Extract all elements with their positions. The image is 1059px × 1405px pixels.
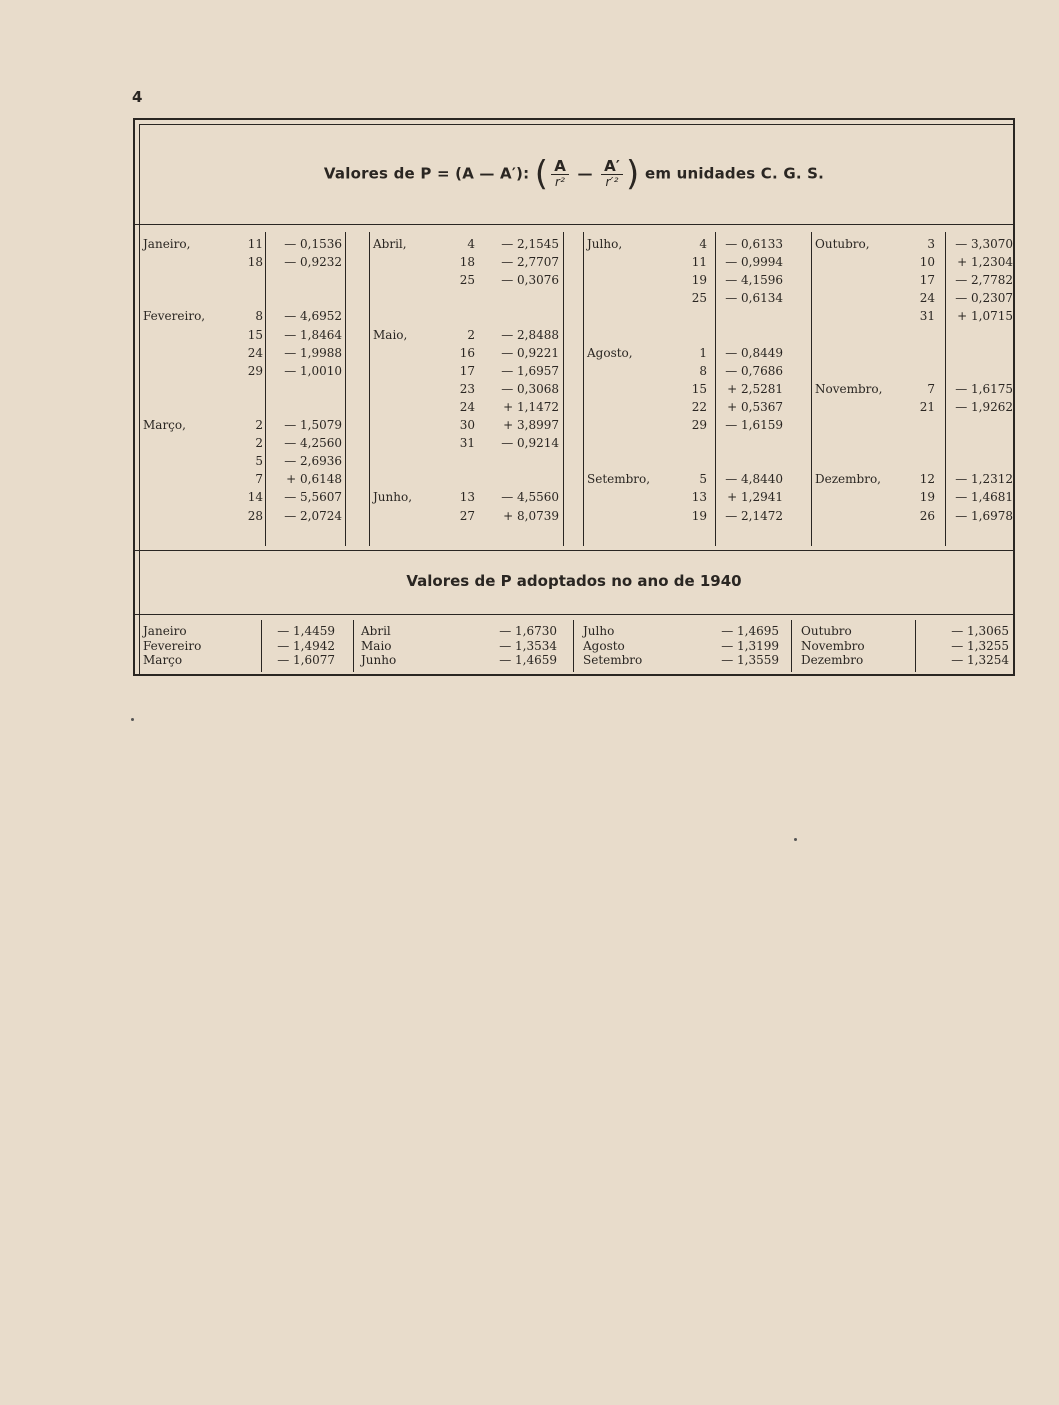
table-title [135, 154, 1013, 194]
month-label: Setembro, [587, 472, 651, 487]
title-minus: — [577, 164, 593, 183]
adopted-month: Dezembro [801, 653, 864, 667]
month-label: Julho, [587, 237, 623, 251]
day-cell: 18 [247, 255, 263, 270]
adopted-value: — 1,6730 [499, 624, 557, 638]
fraction-a-prime-over-r-prime2 [601, 156, 623, 190]
value-cell: — 2,1472 [725, 508, 783, 523]
month-label: Junho, [373, 490, 413, 505]
value-cell: — 0,6134 [725, 291, 783, 306]
day-cell: 25 [459, 273, 475, 288]
day-cell: 19 [691, 508, 707, 523]
value-cell: — 1,2312 [955, 472, 1013, 487]
value-cell: — 1,9262 [955, 399, 1013, 414]
column-rule [563, 232, 564, 546]
speck [794, 838, 797, 841]
value-cell: — 0,7686 [725, 363, 783, 378]
value-cell: — 4,5560 [501, 490, 559, 505]
adopted-column-rule [915, 620, 916, 672]
fraction-denominator: r² [555, 174, 566, 189]
paren-open: ( [534, 154, 549, 194]
page-number: 4 [132, 88, 143, 106]
value-cell: — 1,0010 [284, 363, 342, 378]
day-cell: 18 [459, 255, 475, 270]
value-cell: + 0,6148 [286, 472, 342, 487]
adopted-month: Março [143, 653, 183, 667]
value-cell: — 0,9994 [725, 255, 783, 270]
day-cell: 2 [255, 436, 263, 451]
day-cell: 13 [459, 490, 475, 505]
header-divider [135, 224, 1013, 225]
day-cell: 11 [691, 255, 707, 270]
day-cell: 3 [927, 237, 935, 251]
fraction-numerator: A [551, 159, 569, 175]
month-label: Janeiro, [143, 237, 191, 251]
column-rule [583, 232, 584, 546]
value-cell: — 2,7707 [501, 255, 559, 270]
day-cell: 26 [919, 508, 935, 523]
adopted-column-rule [573, 620, 574, 672]
month-label: Outubro, [815, 237, 870, 251]
value-cell: — 0,3068 [501, 381, 559, 396]
adopted-value: — 1,3199 [721, 638, 779, 653]
adopted-value: — 1,4659 [499, 653, 557, 667]
adopted-value: — 1,4695 [721, 624, 779, 638]
month-label: Abril, [373, 237, 407, 251]
table-inner-border [139, 124, 1015, 676]
month-label: Fevereiro, [143, 309, 206, 324]
day-cell: 1 [699, 345, 707, 360]
adopted-value: — 1,3534 [499, 638, 557, 653]
day-cell: 31 [919, 309, 935, 324]
day-cell: 24 [919, 291, 935, 306]
value-cell: — 1,8464 [284, 327, 342, 342]
adopted-month: Julho [583, 624, 615, 638]
month-label: Março, [143, 418, 186, 432]
value-cell: — 0,9232 [284, 255, 342, 270]
adopted-month: Novembro [801, 638, 865, 653]
table-frame [133, 118, 1015, 676]
title-suffix: em unidades C. G. S. [644, 164, 825, 183]
day-cell: 31 [459, 436, 475, 451]
value-cell: + 1,2941 [727, 490, 783, 505]
month-label: Dezembro, [815, 472, 881, 487]
value-cell: + 1,0715 [957, 309, 1013, 324]
day-cell: 11 [247, 237, 263, 251]
day-cell: 7 [927, 381, 935, 396]
value-cell: — 1,6978 [955, 508, 1013, 523]
value-cell: — 1,5079 [284, 418, 342, 432]
value-cell: — 0,1536 [284, 237, 342, 251]
value-cell: — 0,2307 [955, 291, 1013, 306]
value-cell: + 0,5367 [727, 399, 783, 414]
value-cell: — 2,7782 [955, 273, 1013, 288]
day-cell: 13 [691, 490, 707, 505]
fraction-numerator: A′ [601, 159, 623, 175]
day-cell: 23 [459, 381, 475, 396]
value-cell: — 5,5607 [284, 490, 342, 505]
adopted-month: Agosto [583, 638, 625, 653]
day-cell: 29 [247, 363, 263, 378]
value-cell: + 1,1472 [503, 399, 559, 414]
column-rule [369, 232, 370, 546]
value-cell: — 4,1596 [725, 273, 783, 288]
adopted-column-rule [791, 620, 792, 672]
value-cell: — 0,9214 [501, 436, 559, 451]
column-rule [345, 232, 346, 546]
adopted-value: — 1,3065 [951, 624, 1009, 638]
day-cell: 24 [459, 399, 475, 414]
day-cell: 5 [255, 454, 263, 469]
day-cell: 5 [699, 472, 707, 487]
day-cell: 27 [459, 508, 475, 523]
value-cell: — 1,6175 [955, 381, 1013, 396]
value-cell: — 1,4681 [955, 490, 1013, 505]
day-cell: 24 [247, 345, 263, 360]
day-cell: 17 [919, 273, 935, 288]
day-cell: 7 [255, 472, 263, 487]
adopted-divider [135, 614, 1013, 615]
adopted-column-rule [353, 620, 354, 672]
adopted-value: — 1,4459 [277, 624, 335, 638]
value-cell: + 1,2304 [957, 255, 1013, 270]
value-cell: — 1,9988 [284, 345, 342, 360]
day-cell: 14 [247, 490, 263, 505]
value-cell: — 0,6133 [725, 237, 783, 251]
adopted-title: Valores de P adoptados no ano de 1940 [406, 572, 742, 590]
day-cell: 29 [691, 418, 707, 432]
day-cell: 12 [919, 472, 935, 487]
day-cell: 22 [691, 399, 707, 414]
value-cell: — 0,9221 [501, 345, 559, 360]
paren-close: ) [626, 154, 640, 194]
day-cell: 2 [467, 327, 475, 342]
day-cell: 8 [699, 363, 707, 378]
fraction-a-over-r2 [551, 156, 569, 190]
adopted-value: — 1,3559 [721, 653, 779, 667]
adopted-value: — 1,4942 [277, 638, 335, 653]
day-cell: 15 [247, 327, 263, 342]
value-cell: — 2,6936 [284, 454, 342, 469]
day-cell: 4 [699, 237, 707, 251]
day-cell: 17 [459, 363, 475, 378]
adopted-column-rule [261, 620, 262, 672]
day-cell: 28 [247, 508, 263, 523]
speck [131, 718, 134, 721]
day-cell: 2 [255, 418, 263, 432]
adopted-value: — 1,3255 [951, 638, 1009, 653]
adopted-value: — 1,3254 [951, 653, 1009, 667]
value-cell: + 2,5281 [727, 381, 783, 396]
day-cell: 4 [467, 237, 475, 251]
column-rule [811, 232, 812, 546]
day-cell: 25 [691, 291, 707, 306]
adopted-month: Maio [361, 638, 392, 653]
value-cell: — 3,3070 [955, 237, 1013, 251]
value-cell: — 1,6159 [725, 418, 783, 432]
day-cell: 19 [919, 490, 935, 505]
adopted-month: Outubro [801, 624, 852, 638]
value-cell: + 3,8997 [503, 418, 559, 432]
day-cell: 10 [919, 255, 935, 270]
month-label: Maio, [373, 327, 408, 342]
month-label: Novembro, [815, 381, 883, 396]
column-rule [265, 232, 266, 546]
value-cell: — 0,8449 [725, 345, 783, 360]
value-cell: + 8,0739 [503, 508, 559, 523]
adopted-month: Fevereiro [143, 638, 202, 653]
value-cell: — 0,3076 [501, 273, 559, 288]
adopted-month: Janeiro [143, 624, 187, 638]
value-cell: — 2,0724 [284, 508, 342, 523]
day-cell: 19 [691, 273, 707, 288]
day-cell: 8 [255, 309, 263, 324]
day-cell: 16 [459, 345, 475, 360]
value-cell: — 1,6957 [501, 363, 559, 378]
value-cell: — 4,8440 [725, 472, 783, 487]
title-prefix: Valores de P = (A — A′): [323, 164, 530, 183]
value-cell: — 4,6952 [284, 309, 342, 324]
fraction-denominator: r′² [605, 174, 619, 189]
adopted-month: Setembro [583, 653, 643, 667]
value-cell: — 4,2560 [284, 436, 342, 451]
adopted-month: Abril [361, 624, 391, 638]
month-label: Agosto, [587, 345, 633, 360]
adopted-month: Junho [361, 653, 397, 667]
day-cell: 30 [459, 418, 475, 432]
adopted-value: — 1,6077 [277, 653, 335, 667]
day-cell: 15 [691, 381, 707, 396]
section-divider [135, 550, 1013, 551]
value-cell: — 2,8488 [501, 327, 559, 342]
value-cell: — 2,1545 [501, 237, 559, 251]
day-cell: 21 [919, 399, 935, 414]
